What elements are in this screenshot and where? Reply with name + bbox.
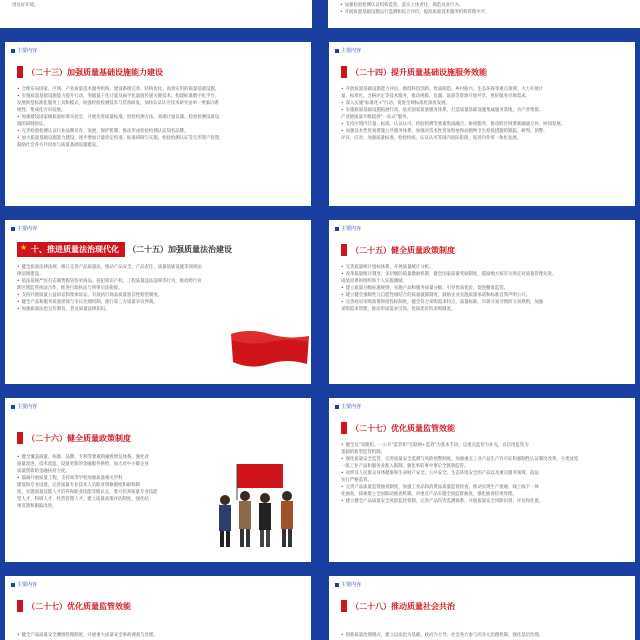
header-square-icon [11, 227, 15, 231]
bullet-line: • 健全以"双随机、一公开"监管和"互联网+监管"为基本手段，以重点监管为补充，以信用监管为 [341, 442, 625, 449]
text-line: 量、标准化、合格评定等技术服务，推动规模、仪器、设备等资源开放共享，更好服务市场需求。 [341, 94, 530, 99]
text-line: 成绩显著的组织和个人实施激励。 [341, 279, 407, 284]
section-header: 主要内容 [335, 47, 361, 54]
slide-card-27[interactable] [329, 398, 635, 564]
bullet-line: • 改革质量统计制度，多层级的质量激励机制，健全国家质量奖励制度，鼓励地方按有关规定对质量管理先进、 [341, 271, 625, 278]
text-line: 施的研制验证。 [17, 122, 48, 127]
slide-title: （二十五）健全质量政策制度 [341, 244, 455, 256]
section-header: 主要内容 [335, 581, 361, 588]
section-header: 主要内容 [11, 403, 37, 410]
slide-card-27b[interactable] [5, 576, 311, 640]
text-line: 鼓励社会各方共同参与质量基础设施建设。 [17, 143, 101, 148]
bullet-line: • 加大质量基础设施能力建设，逐步增加计量检定校准、标准研制与实施、检验检测认证等无形资产投资， [17, 135, 301, 142]
slide-body [17, 264, 295, 313]
text-line: 基础的新型监管机制。 [341, 450, 385, 455]
bullet-line: • 强化质量安全监管，完善质量安全监测与风险预警制度，加强重点工业产品生产许可证和强制性认证制度改革，分类放宽 [341, 456, 625, 463]
slide-body [17, 86, 301, 149]
title-tag-icon [17, 600, 23, 612]
text-line: • 开展质量基础设施运行监测和综合评价，提高质量技术服务机构管理水平。 [340, 9, 630, 16]
top-right-lines [340, 2, 630, 16]
slide-body [341, 264, 625, 313]
red-flag-image [227, 328, 311, 368]
bullet-line: • 实施质量基础设施能力提升行动，突破量子化计量及扁平化量值传递关键技术，构建标准数字化平台， [17, 93, 301, 100]
bullet-line: • 合理布局国家、区域、产业质量技术服务机构，建设系统完善、结构优化、高效实用的质量基础设施。 [17, 86, 301, 93]
section-header: 主要内容 [11, 47, 37, 54]
section-header: 主要内容 [335, 225, 361, 232]
text-line: 采购需求管理，推动形成需求引领、优质优价的采购制度。 [341, 307, 456, 312]
bullet-line: • 创新质量治理模式，建立以法治为基础、政府为主导、社会各方参与的多元治理机制，强化基层治理、 [341, 632, 625, 639]
text-line: • 加强检验检测认证机构监管，落实主体责任，规范从业行为。 [340, 2, 630, 9]
header-square-icon [11, 49, 15, 53]
bullet-line: • 完善质量统计指标体系，开展质量统计分析。 [341, 264, 625, 271]
bullet-line: • 深入实施"标准化+"行动，促进全域标准化深度发展。 [341, 100, 625, 107]
bullet-line: • 健全产品质量安全溯源管理制度，开展重大质量安全事故调查与处理。 [17, 632, 301, 639]
bullet-line: • 健全产品和服务质量担保与争议处理机制，推行第三方质量争议仲裁。 [17, 299, 295, 306]
bullet-line: • 完善政府采购政策和招投标制度，健全符合采购需求特点、质量标准、市场交易习惯的交易规则，加强 [341, 299, 625, 306]
top-left-lines [12, 2, 302, 9]
star-icon: ★ [20, 243, 28, 252]
section-header: 主要内容 [335, 403, 361, 410]
slide-body [17, 454, 193, 510]
title-tag-icon [17, 66, 23, 78]
bullet-line: • 支持开展质量公益诉讼和集体诉讼，有效执行商品质量惩罚性赔偿制度。 [17, 292, 295, 299]
text-line: 律法规建设。 [17, 272, 44, 277]
section-header: 主要内容 [11, 225, 37, 232]
slide-title: （二十四）提升质量基础设施服务效能 [341, 66, 487, 78]
section-header: 主要内容 [11, 581, 37, 588]
bullet-line: • 健全质量法律法规，修订完善产品质量法，推动产品安全、产品责任、质量基础设施等领域法 [17, 264, 295, 271]
text-line: 建设和专业设置，完善质量专业技术人员职业资格制度和职称制 [17, 483, 140, 488]
slide-title: （二十八）推动质量社会共治 [341, 600, 455, 612]
top-right-card [328, 0, 640, 30]
header-square-icon [335, 49, 339, 53]
title-tag-icon [341, 422, 347, 434]
text-line: 质量改进、技术改造、设备更新的金融服务供给，加大对中小微企业 [17, 462, 149, 467]
people-with-flag-image [211, 460, 307, 550]
slide-body [341, 86, 625, 142]
bullet-line: • 依法依规严厉打击制售假冒伪劣商品、侵犯知识产权、工程质量违法违规等行为，推动跨行业 [17, 278, 295, 285]
text-line: 产业链质量升级提供"一站式"服务。 [341, 115, 411, 120]
bullet-line: • 建立健全产品质量安全风险监控机制，完善产品伤害监测体系，开展质量安全风险识别、评估和处置。 [341, 498, 625, 505]
bullet-line: • 加强技术性贸易措施公共服务体系，加强对技术性贸易壁垒和动植物卫生检疫措施的跟踪、研判、预警、 [341, 128, 625, 135]
slide-card-24[interactable] [329, 42, 635, 208]
bullet-line: • 鼓励开展质量工程，支持高等学校加强质量相关学科 [17, 475, 193, 482]
chapter-banner: ★ 十、推进质量法治现代化 （二十五）加强质量法治建设 [17, 242, 232, 257]
bullet-line: • 建立健全强制性与自愿性相结合的质量披露制度，鼓励企业实施质量承诺和标准自我声明公开。 [341, 292, 625, 299]
slide-card-25-policy[interactable] [329, 220, 635, 386]
text-line: 实行严格监管。 [341, 478, 372, 483]
slide-title: （二十三）加强质量基础设施能力建设 [17, 66, 163, 78]
title-tag-icon [17, 432, 23, 444]
top-left-card [0, 0, 312, 30]
slide-card-28[interactable] [329, 576, 635, 640]
bullet-line: • 完善检验检测认证行业品牌培育、发展、保护机制，推动形成检验检测认证知名品牌。 [17, 128, 301, 135]
slide-body [341, 442, 625, 505]
bullet-line: • 加强质量法治宣传教育，普及质量法律知识。 [17, 306, 295, 313]
bullet-line: • 完善产品质量监督抽查制度，加强工业品和消费品质量监督检查，推动实现生产流通、线上线下一体 [341, 484, 625, 491]
header-square-icon [335, 227, 339, 231]
slide-body [17, 632, 301, 639]
slide-title: （二十六）健全质量政策制度 [17, 432, 131, 444]
text-line: 评议、应对。加强质量标准、检验检疫、认证认可等国内国际衔接，促进内外贸一体化发展。 [341, 136, 522, 141]
title-tag-icon [341, 66, 347, 78]
header-square-icon [335, 405, 339, 409]
slide-card-25-law[interactable] [5, 220, 311, 386]
header-square-icon [335, 583, 339, 587]
text-line: 进良好环境。 [12, 3, 39, 8]
bullet-line: • 建立质量分级标准规则，实施产品和服务质量分级，引导优质优价，促进精准监管。 [341, 285, 625, 292]
text-line: 型人才、科研人才、经营管理人才。建立质量政策评估制度，强化结 [17, 497, 149, 502]
bullet-line: • 支持区域内计量、标准、认证认可、检验检测等要素集成融合、协同服务，推动跨区域要素融通互补、协同发展。 [341, 121, 625, 128]
slide-card-26[interactable] [5, 398, 311, 564]
bullet-line: • 开展质量基础设施能力评估，围绕科技创新、优质制造、乡村振兴、生态环保等重点领域，大力开展计 [341, 86, 625, 93]
text-line: 果反馈和跟踪改进。 [17, 504, 57, 509]
bullet-line: • 加强建设国家级质量标准实验室，开展先进质量标准、检验检测方法、高端计量仪器、检验检测设备设 [17, 114, 301, 121]
bullet-line: • 实施质量基础设施拓展行动，依托国家质量服务体系，打造质量基础设施集成服务基地，为产业集群、 [341, 107, 625, 114]
bullet-line: • 健全覆盖质量、标准、品牌、专利等要素的融资增信体系，强化对 [17, 454, 193, 461]
text-line: 一般工业产品和服务业准入限制，强化事前事中事后全链条监管。 [341, 464, 469, 469]
text-line: 化抽查，探索建立全国联动抽查机制，对重点产品实施全国监督抽查，强化抽查结果处理。 [341, 492, 517, 497]
text-line: 发展新型标准化服务工具和模式，加强检验检测技术与装备研发，加快认证认可技术研究由单一要素向系 [17, 101, 219, 106]
text-line: 度，实施质量技能人才培养和职业技能等级认定，着力培养质量专业技能 [17, 490, 158, 495]
header-square-icon [11, 583, 15, 587]
text-line: 质量创新的金融扶持力度。 [17, 469, 70, 474]
text-line: 统性、集成化方向发展。 [17, 108, 66, 113]
slide-title: （二十七）优化质量监管效能 [341, 422, 455, 434]
text-line: 跨区域监管执法合作，推进行政执法与刑事司法衔接。 [17, 286, 123, 291]
slide-card-23[interactable] [5, 42, 311, 208]
slide-title: （二十七）优化质量监管效能 [17, 600, 131, 612]
title-tag-icon [341, 600, 347, 612]
slide-body [341, 632, 625, 639]
bullet-line: • 对涉及人民群众身体健康和生命财产安全、公共安全、生态环境安全的产品以及重点服务领域，依法 [341, 470, 625, 477]
title-tag-icon [341, 244, 347, 256]
header-square-icon [11, 405, 15, 409]
